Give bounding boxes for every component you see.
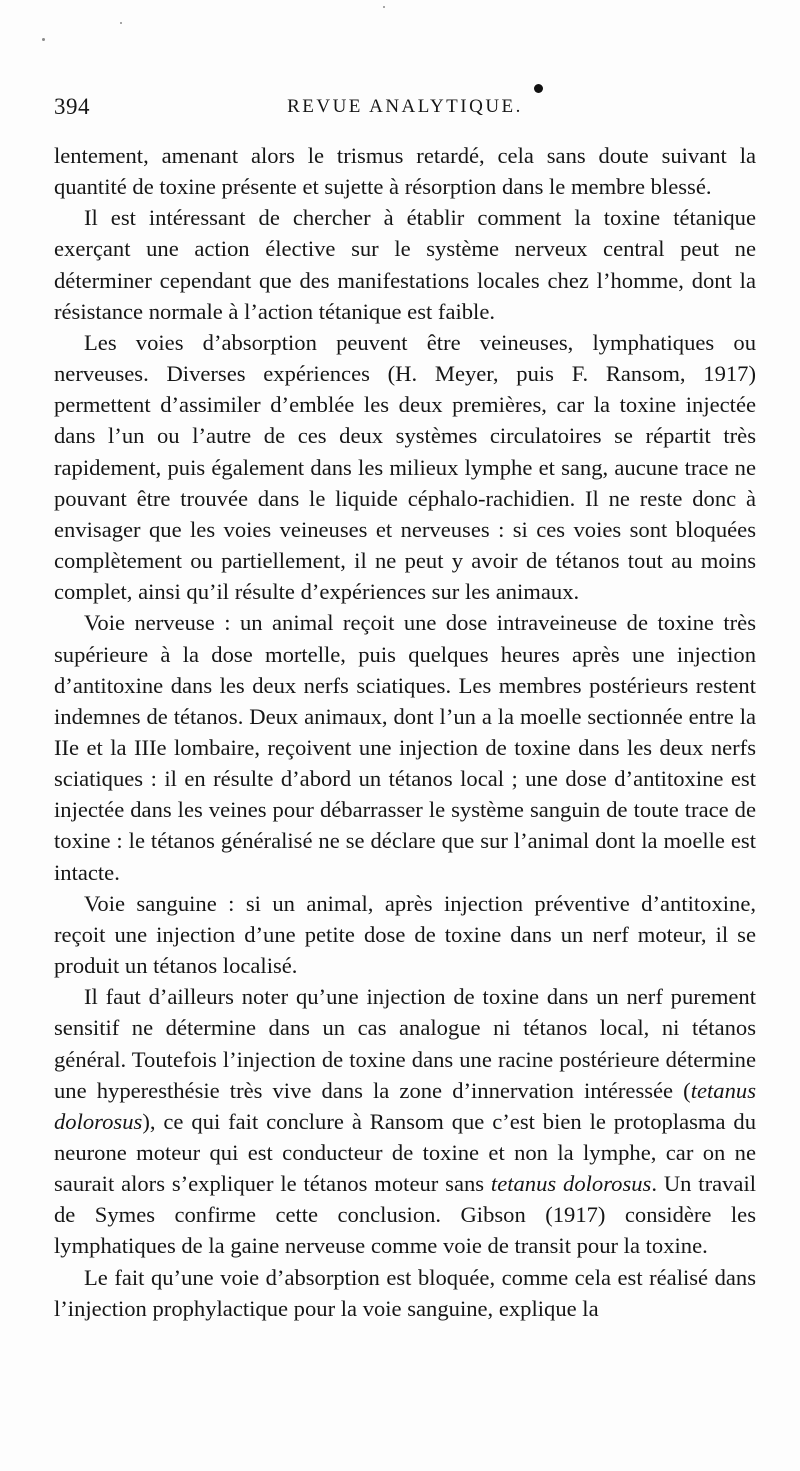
ink-dot [534, 84, 543, 93]
page-number: 394 [54, 94, 90, 119]
paper-speck [383, 6, 385, 8]
paragraph [54, 888, 756, 981]
paragraph [54, 327, 756, 607]
text-run: Le fait qu’une voie d’absorption est bloquée, comme cela est réalisé dans l’injection prophylactique pour la voie sanguine, explique la [54, 1264, 756, 1321]
italic-term: tetanus dolorosus [490, 1171, 652, 1197]
paragraph [54, 202, 756, 327]
paragraph [54, 981, 756, 1261]
page-header [54, 94, 756, 126]
paper-speck [120, 22, 122, 24]
paper-speck [42, 38, 45, 41]
body-text [54, 140, 756, 1324]
text-run: lentement, amenant alors le trismus retardé, cela sans doute suivant la quantité de toxine présente et sujette à résorption dans le membre blessé. [54, 143, 756, 200]
paragraph [54, 607, 756, 887]
italic-term: tetanus dolorosus [54, 1077, 756, 1134]
paragraph [54, 1262, 756, 1324]
running-title: REVUE ANALYTIQUE. [287, 96, 523, 117]
text-run: . Un travail de Symes confirme cette conclusion. Gibson (1917) considère les lymphatiques de la gaine nerveuse comme voie de transit pour la toxine. [54, 1171, 757, 1259]
text-run: Les voies d’absorption peuvent être veineuses, lymphatiques ou nerveuses. Diverses expériences (H. Meyer, puis F. Ransom, 1917) permettent d’assimiler d’emblée les deux premières, car la toxine injectée dans l’un ou l’autre de ces deux systèmes circulatoires se répartit très rapidement, puis également dans les milieux lymphe et sang, aucune trace ne pouvant être trouvée dans le liquide céphalo-rachidien. Il ne reste donc à envisager que les voies veineuses et nerveuses : si ces voies sont bloquées complètement ou partiellement, il ne peut y avoir de tétanos tout au moins complet, ainsi qu’il résulte d’expériences sur les animaux. [54, 329, 756, 605]
text-run: Voie sanguine : si un animal, après injection préventive d’antitoxine, reçoit une injection d’une petite dose de toxine dans un nerf moteur, il se produit un tétanos localisé. [54, 890, 756, 979]
text-run: Il faut d’ailleurs noter qu’une injection de toxine dans un nerf purement sensitif ne détermine dans un cas analogue ni tétanos local, ni tétanos général. Toutefois l’injection de toxine dans une racine postérieure détermine une hyperesthésie très vive dans la zone d’innervation intéressée ( [54, 984, 756, 1103]
paragraph [54, 140, 756, 202]
text-run: ), ce qui fait conclure à Ransom que c’est bien le protoplasma du neurone moteur qui est conducteur de toxine et non la lymphe, car on ne saurait alors s’expliquer le tétanos moteur sans [54, 1108, 756, 1197]
text-run: Il est intéressant de chercher à établir comment la toxine tétanique exerçant une action élective sur le système nerveux central peut ne déterminer cependant que des manifestations locales chez l’homme, dont la résistance normale à l’action tétanique est faible. [54, 205, 756, 324]
text-run: Voie nerveuse : un animal reçoit une dose intraveineuse de toxine très supérieure à la dose mortelle, puis quelques heures après une injection d’antitoxine dans les deux nerfs sciatiques. Les membres postérieurs restent indemnes de tétanos. Deux animaux, dont l’un a la moelle sectionnée entre la IIe et la IIIe lombaire, reçoivent une injection de toxine dans les deux nerfs sciatiques : il en résulte d’abord un tétanos local ; une dose d’antitoxine est injectée dans les veines pour débarrasser le système sanguin de toute trace de toxine : le tétanos généralisé ne se déclare que sur l’animal dont la moelle est intacte. [54, 610, 756, 885]
